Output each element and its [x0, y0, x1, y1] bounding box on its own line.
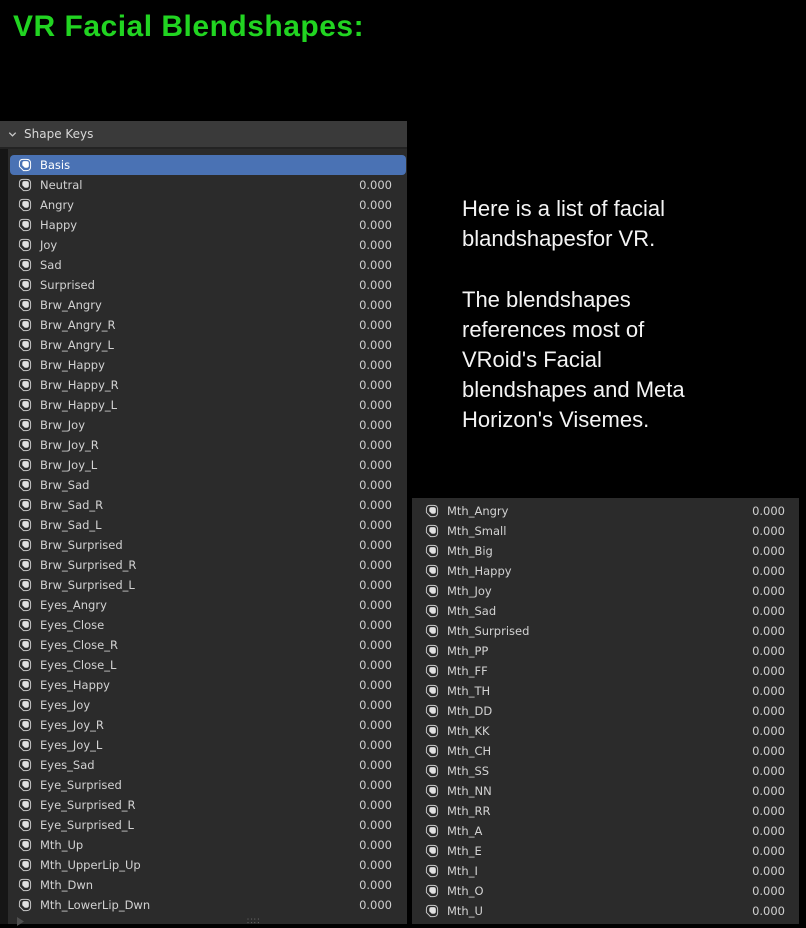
shape-key-value[interactable]: 0.000	[752, 684, 785, 698]
shape-key-row[interactable]	[10, 875, 406, 895]
shape-key-name: Mth_Angry	[447, 504, 509, 518]
shape-key-row[interactable]	[10, 455, 406, 475]
shapekey-icon	[425, 644, 439, 658]
list-resize-grip[interactable]: ∷∷	[247, 917, 261, 927]
shape-key-value[interactable]: 0.000	[752, 804, 785, 818]
shape-key-name: Mth_DD	[447, 704, 493, 718]
shape-key-row[interactable]	[10, 595, 406, 615]
shape-key-name: Mth_E	[447, 844, 482, 858]
shape-key-value[interactable]: 0.000	[752, 544, 785, 558]
shape-key-row[interactable]	[10, 655, 406, 675]
shapekey-icon	[18, 398, 32, 412]
shape-key-name: Mth_I	[447, 864, 478, 878]
shape-key-list-left	[10, 155, 406, 915]
shape-key-name: Mth_NN	[447, 784, 492, 798]
shape-key-value[interactable]: 0.000	[752, 664, 785, 678]
shape-key-value[interactable]: 0.000	[359, 658, 392, 672]
shapekey-icon	[18, 338, 32, 352]
shapekey-icon	[425, 564, 439, 578]
shape-key-name: Mth_Joy	[447, 584, 492, 598]
shape-key-row[interactable]	[417, 801, 799, 821]
shape-key-name: Mth_KK	[447, 724, 490, 738]
shape-key-value[interactable]: 0.000	[359, 358, 392, 372]
shape-key-row[interactable]	[417, 901, 799, 921]
shape-key-name: Mth_Big	[447, 544, 493, 558]
shape-key-row[interactable]	[10, 395, 406, 415]
shape-key-row[interactable]	[10, 775, 406, 795]
page-title: VR Facial Blendshapes:	[13, 10, 365, 43]
shape-key-value[interactable]: 0.000	[752, 784, 785, 798]
shapekey-icon	[18, 778, 32, 792]
shapekey-icon	[425, 764, 439, 778]
shape-key-value[interactable]: 0.000	[752, 824, 785, 838]
shapekey-icon	[425, 824, 439, 838]
note-line: The blendshapes	[462, 287, 631, 312]
shape-key-value[interactable]: 0.000	[359, 318, 392, 332]
shape-key-value[interactable]: 0.000	[359, 338, 392, 352]
shapekey-icon	[18, 278, 32, 292]
shape-key-row[interactable]	[10, 715, 406, 735]
shape-key-row[interactable]	[417, 641, 799, 661]
shape-key-row[interactable]	[417, 861, 799, 881]
shapekey-icon	[18, 678, 32, 692]
shapekey-icon	[18, 878, 32, 892]
shape-key-value[interactable]: 0.000	[359, 258, 392, 272]
shape-key-name: Mth_O	[447, 884, 484, 898]
shape-key-name: Neutral	[40, 178, 83, 192]
shape-key-name: Brw_Angry	[40, 298, 102, 312]
shape-key-value[interactable]: 0.000	[752, 704, 785, 718]
shape-key-value[interactable]: 0.000	[752, 604, 785, 618]
shapekey-icon	[18, 318, 32, 332]
shapekey-icon	[18, 238, 32, 252]
shape-key-name: Eyes_Close_R	[40, 638, 118, 652]
note-line: blendshapes and Meta	[462, 377, 685, 402]
shape-key-name: Mth_Up	[40, 838, 84, 852]
note-line: Horizon's Visemes.	[462, 407, 650, 432]
shape-key-value[interactable]: 0.000	[752, 724, 785, 738]
shapekey-icon	[425, 864, 439, 878]
shape-key-row[interactable]	[10, 335, 406, 355]
shape-key-value[interactable]: 0.000	[752, 504, 785, 518]
shape-key-row[interactable]	[10, 435, 406, 455]
shape-key-value[interactable]: 0.000	[359, 878, 392, 892]
shapekey-icon	[18, 298, 32, 312]
panel-header-label: Shape Keys	[24, 127, 94, 141]
shape-key-name: Mth_A	[447, 824, 483, 838]
shape-key-row[interactable]	[417, 601, 799, 621]
shapekey-icon	[18, 198, 32, 212]
shape-key-value[interactable]: 0.000	[359, 698, 392, 712]
shape-key-value[interactable]: 0.000	[359, 478, 392, 492]
shapekey-icon	[18, 378, 32, 392]
shape-key-name: Brw_Angry_L	[40, 338, 114, 352]
shape-key-name: Happy	[40, 218, 78, 232]
shape-key-name: Eyes_Joy	[40, 698, 91, 712]
shape-key-value[interactable]: 0.000	[359, 298, 392, 312]
shape-key-row[interactable]	[10, 415, 406, 435]
shape-key-value[interactable]: 0.000	[359, 678, 392, 692]
shape-key-row[interactable]	[10, 675, 406, 695]
shape-key-value[interactable]: 0.000	[752, 864, 785, 878]
shape-key-row[interactable]	[417, 541, 799, 561]
shape-key-value[interactable]: 0.000	[752, 644, 785, 658]
shapekey-icon	[18, 718, 32, 732]
shape-key-row[interactable]	[417, 561, 799, 581]
shape-key-name: Mth_RR	[447, 804, 491, 818]
shape-key-name: Eyes_Happy	[40, 678, 110, 692]
shapekey-icon	[425, 604, 439, 618]
shape-key-name: Brw_Sad_R	[40, 498, 104, 512]
shapekey-icon	[425, 804, 439, 818]
shape-key-value[interactable]: 0.000	[752, 904, 785, 918]
shape-key-name: Mth_Surprised	[447, 624, 530, 638]
shapekey-icon	[18, 418, 32, 432]
note-line: VRoid's Facial	[462, 347, 602, 372]
shape-key-row[interactable]	[10, 795, 406, 815]
note-line: references most of	[462, 317, 645, 342]
shape-key-row[interactable]	[10, 295, 406, 315]
note-text	[462, 194, 802, 466]
shape-key-value[interactable]: 0.000	[359, 638, 392, 652]
shape-keys-panel-continued	[412, 498, 799, 924]
shape-key-name: Eye_Surprised	[40, 778, 122, 792]
shape-key-name: Mth_SS	[447, 764, 490, 778]
shapekey-icon	[18, 178, 32, 192]
shape-key-name: Mth_CH	[447, 744, 492, 758]
shapekey-icon	[18, 438, 32, 452]
shapekey-icon	[18, 758, 32, 772]
shape-key-name: Brw_Joy	[40, 418, 86, 432]
shape-key-row[interactable]	[10, 355, 406, 375]
shapekey-icon	[18, 498, 32, 512]
shape-key-value[interactable]: 0.000	[752, 764, 785, 778]
shape-key-name: Mth_Sad	[447, 604, 497, 618]
shapekey-icon	[425, 784, 439, 798]
shape-key-name: Brw_Surprised_L	[40, 578, 135, 592]
shape-key-name: Mth_FF	[447, 664, 488, 678]
shape-key-name: Brw_Happy_R	[40, 378, 119, 392]
shape-key-value[interactable]: 0.000	[359, 618, 392, 632]
shape-key-value[interactable]: 0.000	[359, 418, 392, 432]
shape-key-value[interactable]: 0.000	[359, 498, 392, 512]
shape-key-value[interactable]: 0.000	[752, 584, 785, 598]
shape-key-row[interactable]	[10, 235, 406, 255]
shape-key-name: Mth_U	[447, 904, 483, 918]
shape-key-row[interactable]	[10, 535, 406, 555]
shape-key-name: Mth_TH	[447, 684, 491, 698]
shape-key-value[interactable]: 0.000	[359, 598, 392, 612]
shape-key-name: Eyes_Joy_L	[40, 738, 103, 752]
shape-key-value[interactable]: 0.000	[359, 798, 392, 812]
shapekey-icon	[425, 904, 439, 918]
shape-key-value[interactable]: 0.000	[359, 718, 392, 732]
shape-key-row[interactable]	[10, 755, 406, 775]
shape-key-row[interactable]	[417, 841, 799, 861]
note-paragraph	[462, 285, 802, 435]
shape-key-row[interactable]	[10, 615, 406, 635]
shape-key-name: Brw_Surprised_R	[40, 558, 137, 572]
shape-key-name: Brw_Angry_R	[40, 318, 116, 332]
shape-key-name: Surprised	[40, 278, 95, 292]
shape-key-value[interactable]: 0.000	[359, 458, 392, 472]
shape-key-row[interactable]	[10, 315, 406, 335]
shape-key-name: Brw_Sad_L	[40, 518, 102, 532]
shape-key-value[interactable]: 0.000	[752, 744, 785, 758]
shapekey-icon	[18, 858, 32, 872]
shape-key-name: Joy	[40, 238, 58, 252]
shape-key-row[interactable]	[10, 895, 406, 915]
shape-key-row[interactable]	[417, 701, 799, 721]
note-paragraph	[462, 194, 802, 254]
shape-key-name: Brw_Joy_L	[40, 458, 98, 472]
shapekey-icon	[425, 664, 439, 678]
shapekey-icon	[18, 538, 32, 552]
shapekey-icon	[425, 524, 439, 538]
shapekey-icon	[18, 638, 32, 652]
shapekey-icon	[425, 624, 439, 638]
shapekey-icon	[18, 478, 32, 492]
shape-key-value[interactable]: 0.000	[359, 378, 392, 392]
shape-key-name: Eyes_Sad	[40, 758, 95, 772]
shapekey-icon	[18, 358, 32, 372]
shape-key-value[interactable]: 0.000	[359, 538, 392, 552]
shape-key-value[interactable]: 0.000	[359, 558, 392, 572]
shape-key-row[interactable]	[10, 695, 406, 715]
shape-key-value[interactable]: 0.000	[359, 198, 392, 212]
shapekey-icon	[425, 744, 439, 758]
shape-key-value[interactable]: 0.000	[359, 898, 392, 912]
note-line: blandshapesfor VR.	[462, 226, 656, 251]
shape-key-value[interactable]: 0.000	[359, 438, 392, 452]
shape-key-row[interactable]	[10, 815, 406, 835]
shapekey-icon	[425, 504, 439, 518]
shape-key-value[interactable]: 0.000	[359, 738, 392, 752]
shape-keys-panel	[0, 121, 407, 927]
shape-key-row[interactable]	[10, 275, 406, 295]
shape-keys-panel-header[interactable]	[0, 121, 407, 149]
shape-key-name: Sad	[40, 258, 62, 272]
shapekey-icon	[18, 798, 32, 812]
shapekey-icon	[18, 218, 32, 232]
shapekey-icon	[425, 724, 439, 738]
shape-key-name: Brw_Happy_L	[40, 398, 118, 412]
shape-key-row[interactable]	[10, 175, 406, 195]
shape-key-name: Brw_Surprised	[40, 538, 123, 552]
shapekey-icon	[18, 258, 32, 272]
shape-key-name: Eyes_Close	[40, 618, 105, 632]
shape-key-row[interactable]	[10, 155, 406, 175]
shapekey-icon	[18, 158, 32, 172]
shape-key-row[interactable]	[417, 761, 799, 781]
shape-key-row[interactable]	[417, 681, 799, 701]
shape-key-value[interactable]: 0.000	[359, 518, 392, 532]
shapekey-icon	[18, 658, 32, 672]
shapekey-icon	[18, 698, 32, 712]
shapekey-icon	[18, 598, 32, 612]
shapekey-icon	[425, 544, 439, 558]
shape-key-list-right	[417, 501, 799, 921]
shape-key-row[interactable]	[10, 635, 406, 655]
shape-key-row[interactable]	[10, 495, 406, 515]
shape-key-value[interactable]: 0.000	[359, 578, 392, 592]
shape-key-row[interactable]	[10, 555, 406, 575]
shapekey-icon	[18, 738, 32, 752]
shapekey-icon	[425, 884, 439, 898]
shape-key-name: Mth_Small	[447, 524, 507, 538]
shape-key-name: Brw_Sad	[40, 478, 90, 492]
shape-key-name: Eye_Surprised_L	[40, 818, 134, 832]
shape-key-name: Angry	[40, 198, 74, 212]
shape-key-name: Mth_UpperLip_Up	[40, 858, 141, 872]
shapekey-icon	[18, 578, 32, 592]
shape-key-row[interactable]	[10, 735, 406, 755]
shape-key-value[interactable]: 0.000	[752, 564, 785, 578]
shape-key-value[interactable]: 0.000	[359, 398, 392, 412]
shape-key-value[interactable]: 0.000	[359, 278, 392, 292]
shape-key-row[interactable]	[10, 475, 406, 495]
shapekey-icon	[18, 558, 32, 572]
shape-key-value[interactable]: 0.000	[359, 238, 392, 252]
shape-key-name: Eyes_Angry	[40, 598, 107, 612]
shapekey-icon	[425, 684, 439, 698]
shape-key-name: Mth_Dwn	[40, 878, 94, 892]
shapekey-icon	[18, 618, 32, 632]
shape-key-value[interactable]: 0.000	[359, 778, 392, 792]
shape-key-name: Basis	[40, 158, 71, 172]
shape-key-row[interactable]	[417, 661, 799, 681]
shape-key-name: Brw_Happy	[40, 358, 105, 372]
shape-key-row[interactable]	[417, 781, 799, 801]
shape-key-value[interactable]: 0.000	[359, 858, 392, 872]
shapekey-icon	[425, 584, 439, 598]
shape-key-name: Eyes_Close_L	[40, 658, 117, 672]
shape-key-value[interactable]: 0.000	[359, 818, 392, 832]
shape-key-name: Brw_Joy_R	[40, 438, 99, 452]
shape-key-row[interactable]	[417, 581, 799, 601]
shape-key-row[interactable]	[10, 835, 406, 855]
panel-expand-arrow-icon[interactable]	[16, 917, 25, 926]
shape-key-row[interactable]	[10, 255, 406, 275]
shape-key-value[interactable]: 0.000	[359, 838, 392, 852]
shape-key-row[interactable]	[10, 215, 406, 235]
shapekey-icon	[18, 898, 32, 912]
shape-key-row[interactable]	[417, 501, 799, 521]
shape-key-value[interactable]: 0.000	[752, 524, 785, 538]
shape-key-row[interactable]	[417, 821, 799, 841]
shape-key-row[interactable]	[10, 855, 406, 875]
shapekey-icon	[18, 518, 32, 532]
shape-key-value[interactable]: 0.000	[359, 178, 392, 192]
shapekey-icon	[18, 818, 32, 832]
chevron-down-icon	[7, 129, 18, 140]
shape-key-value[interactable]: 0.000	[359, 218, 392, 232]
shape-key-row[interactable]	[417, 721, 799, 741]
shape-key-row[interactable]	[10, 575, 406, 595]
shape-key-value[interactable]: 0.000	[359, 758, 392, 772]
panel-edge-strip	[0, 149, 8, 924]
shapekey-icon	[425, 844, 439, 858]
shape-key-row[interactable]	[417, 521, 799, 541]
shape-key-name: Mth_LowerLip_Dwn	[40, 898, 151, 912]
shape-key-row[interactable]	[417, 621, 799, 641]
shapekey-icon	[18, 838, 32, 852]
shape-key-name: Mth_Happy	[447, 564, 512, 578]
shape-key-row[interactable]	[417, 741, 799, 761]
shape-key-row[interactable]	[417, 881, 799, 901]
shape-key-name: Eye_Surprised_R	[40, 798, 136, 812]
shape-key-row[interactable]	[10, 195, 406, 215]
shape-key-name: Mth_PP	[447, 644, 489, 658]
shape-key-value[interactable]: 0.000	[752, 884, 785, 898]
shape-key-name: Eyes_Joy_R	[40, 718, 104, 732]
shape-key-value[interactable]: 0.000	[752, 844, 785, 858]
shapekey-icon	[425, 704, 439, 718]
shape-key-value[interactable]: 0.000	[752, 624, 785, 638]
shape-key-row[interactable]	[10, 375, 406, 395]
note-line: Here is a list of facial	[462, 196, 665, 221]
shapekey-icon	[18, 458, 32, 472]
shape-key-row[interactable]	[10, 515, 406, 535]
